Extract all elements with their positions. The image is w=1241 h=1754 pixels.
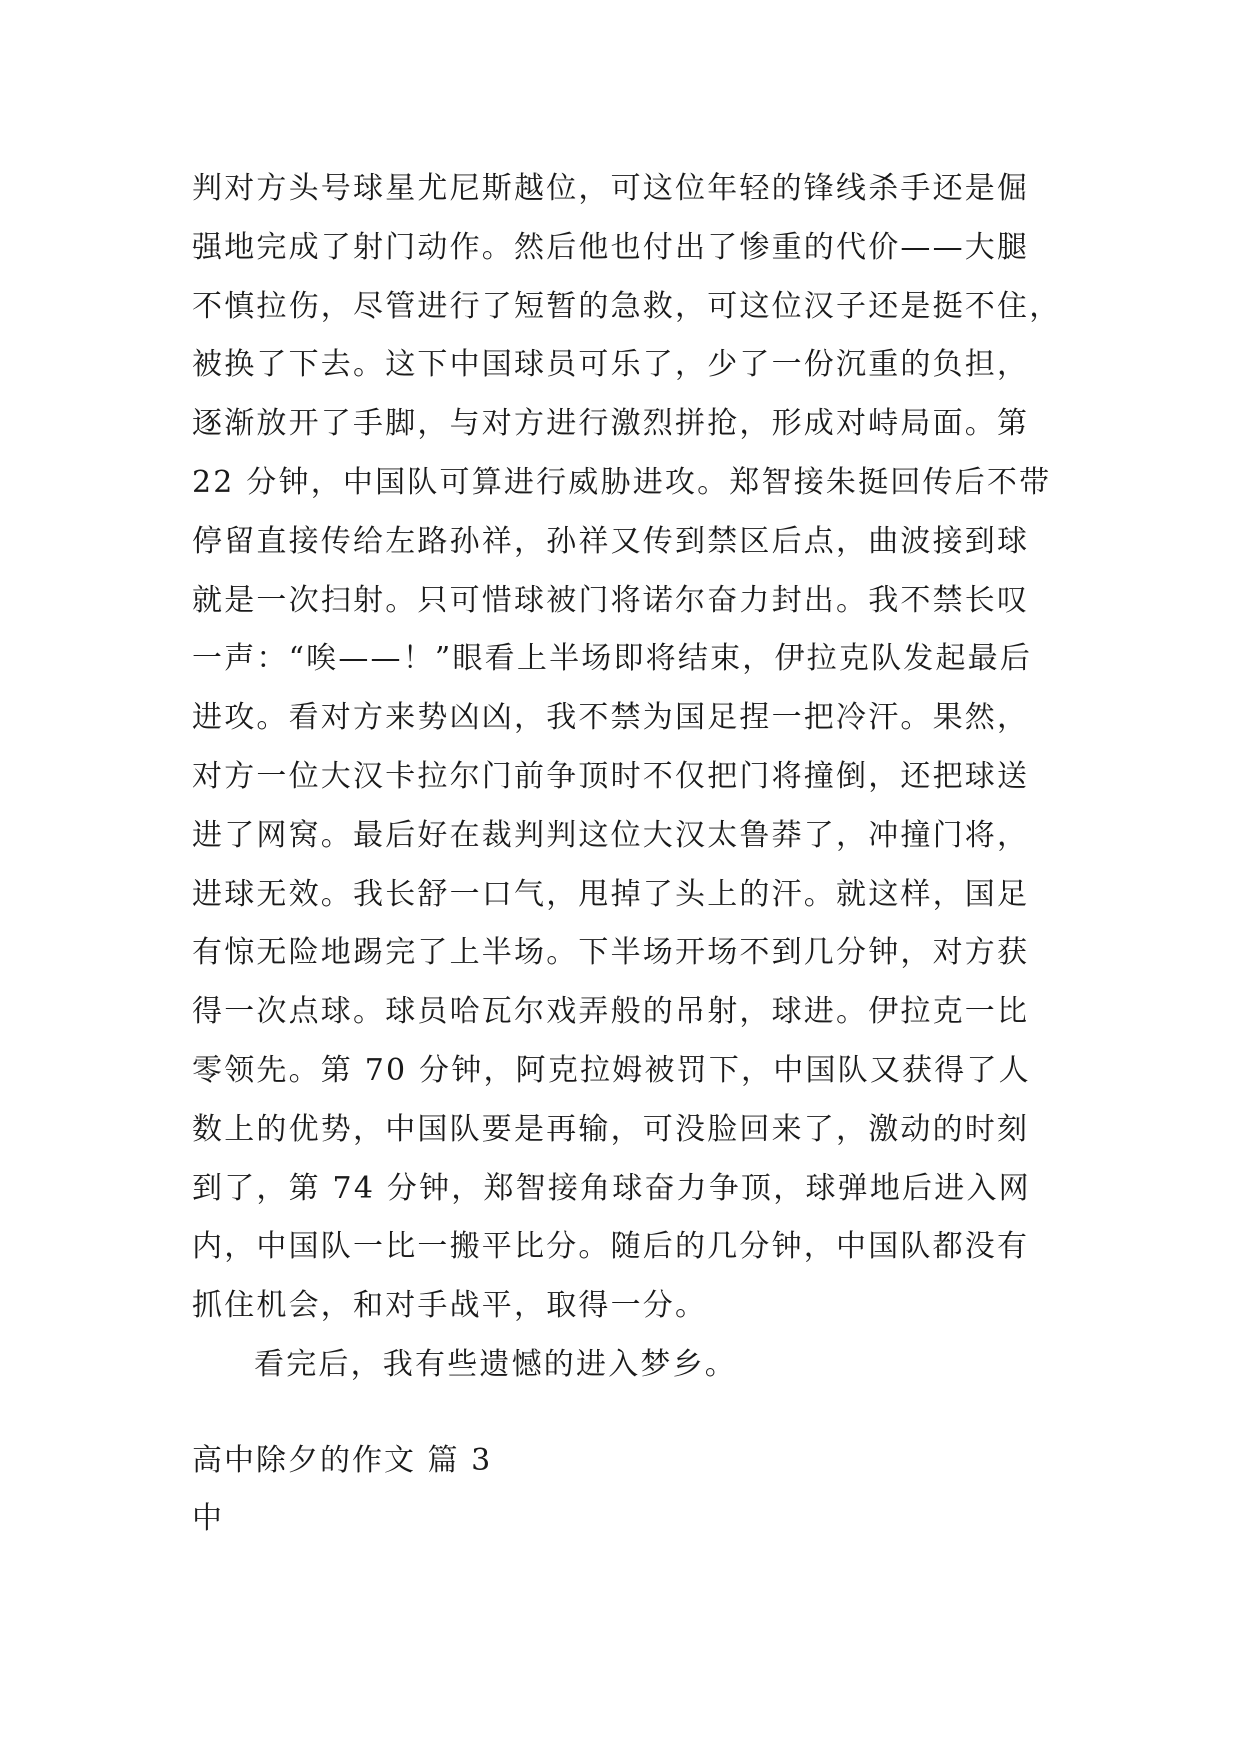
text-line: 得一次点球。球员哈瓦尔戏弄般的吊射，球进。伊拉克一比 (192, 994, 1030, 1030)
text-line: 22 分钟，中国队可算进行威胁进攻。郑智接朱挺回传后不带 (192, 464, 1052, 500)
essay-body (192, 160, 1072, 1395)
section-heading: 高中除夕的作文 篇 3 (192, 1443, 493, 1478)
next-paragraph-start: 中 (192, 1501, 222, 1536)
text-line: 进攻。看对方来势凶凶，我不禁为国足捏一把冷汗。果然， (192, 700, 1030, 736)
text-line: 进球无效。我长舒一口气，甩掉了头上的汗。就这样，国足 (192, 876, 1030, 912)
closing-paragraph: 看完后，我有些遗憾的进入梦乡。 (254, 1346, 737, 1382)
text-line: 进了网窝。最后好在裁判判这位大汉太鲁莽了，冲撞门将， (192, 817, 1030, 853)
text-line: 对方一位大汉卡拉尔门前争顶时不仅把门将撞倒，还把球送 (192, 758, 1030, 794)
text-line: 数上的优势，中国队要是再输，可没脸回来了，激动的时刻 (192, 1111, 1030, 1147)
text-line: 强地完成了射门动作。然后他也付出了惨重的代价——大腿 (192, 229, 1030, 265)
text-line: 一声：“唉——！”眼看上半场即将结束，伊拉克队发起最后 (192, 641, 1033, 677)
text-line: 抓住机会，和对手战平，取得一分。 (192, 1288, 708, 1324)
text-line: 不慎拉伤，尽管进行了短暂的急救，可这位汉子还是挺不住， (192, 288, 1062, 324)
text-line: 停留直接传给左路孙祥，孙祥又传到禁区后点，曲波接到球 (192, 523, 1030, 559)
text-line: 判对方头号球星尤尼斯越位，可这位年轻的锋线杀手还是倔 (192, 171, 1030, 206)
text-line: 被换了下去。这下中国球员可乐了，少了一份沉重的负担， (192, 347, 1030, 383)
text-line: 内，中国队一比一搬平比分。随后的几分钟，中国队都没有 (192, 1229, 1030, 1265)
text-line: 就是一次扫射。只可惜球被门将诺尔奋力封出。我不禁长叹 (192, 582, 1030, 618)
text-line: 零领先。第 70 分钟，阿克拉姆被罚下，中国队又获得了人 (192, 1052, 1031, 1088)
text-line: 逐渐放开了手脚，与对方进行激烈拼抢，形成对峙局面。第 (192, 406, 1030, 442)
text-line: 到了，第 74 分钟，郑智接角球奋力争顶，球弹地后进入网 (192, 1170, 1031, 1206)
text-line: 有惊无险地踢完了上半场。下半场开场不到几分钟，对方获 (192, 935, 1030, 971)
